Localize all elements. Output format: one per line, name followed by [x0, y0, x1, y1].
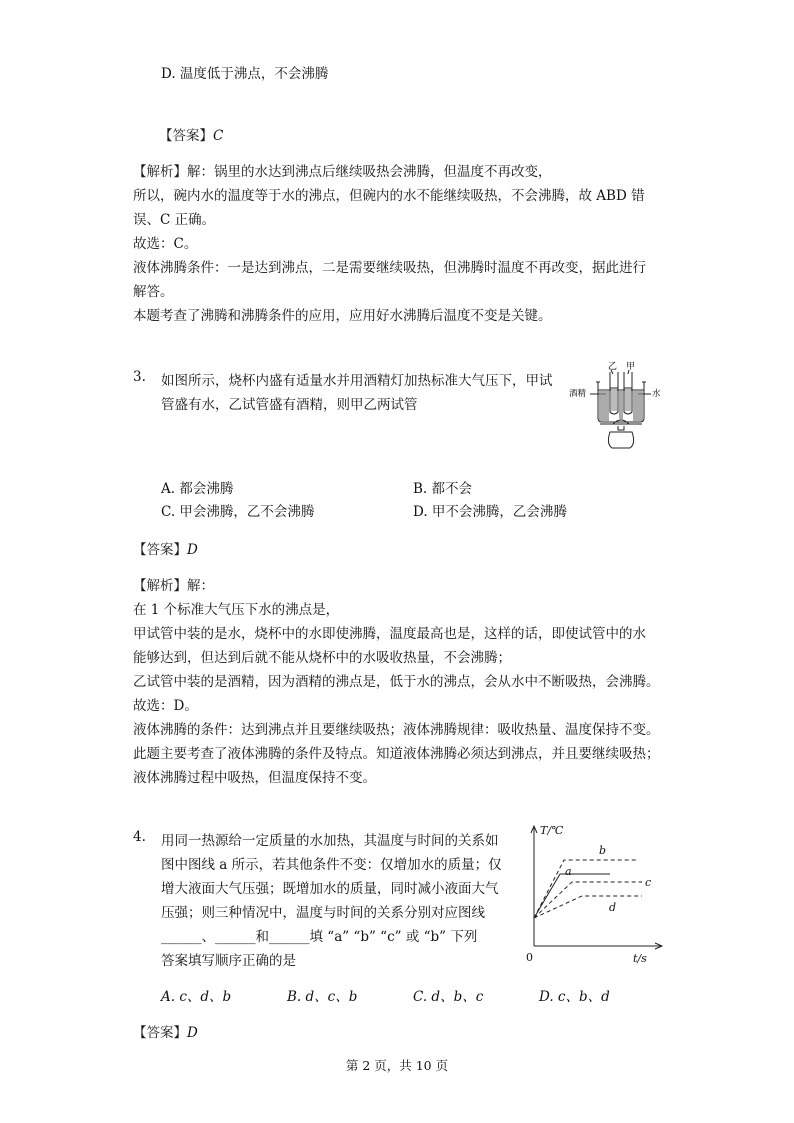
answer-label: 【答案】	[133, 1025, 187, 1041]
x-axis-label: t/s	[633, 952, 647, 965]
answer-label: 【答案】	[133, 542, 187, 558]
answer-value: C	[213, 128, 224, 144]
q3-analysis-line-9: 液体沸腾过程中吸热，但温度保持不变。	[133, 770, 376, 786]
label-a: a	[565, 865, 572, 878]
q2-option-d: D. 温度低于沸点，不会沸腾	[161, 66, 329, 82]
q3-number: 3.	[133, 369, 146, 385]
q3-analysis-line-2: 在 1 个标准大气压下水的沸点是，	[133, 602, 340, 618]
q3-analysis-line-5: 乙试管中装的是酒精，因为酒精的沸点是，低于水的沸点，会从水中不断吸热，会沸腾。	[133, 674, 660, 690]
q2-analysis-line-1: 【解析】解：锅里的水达到沸点后继续吸热会沸腾，但温度不再改变，	[133, 164, 552, 180]
q3-analysis-line-4: 能够达到，但达到后就不能从烧杯中的水吸收热量，不会沸腾；	[133, 650, 511, 666]
page-footer: 第 2 页，共 10 页	[345, 1058, 449, 1073]
analysis-label: 【解析】	[133, 578, 187, 594]
q3-analysis-line-1: 【解析】解：	[133, 578, 214, 594]
curve-b	[534, 860, 636, 918]
label-water: 水	[652, 389, 661, 399]
q3-option-c: C. 甲会沸腾，乙不会沸腾	[161, 504, 315, 520]
label-b: b	[599, 844, 607, 857]
q4-option-d: D. c、b、d	[539, 989, 610, 1005]
q3-answer	[133, 538, 198, 558]
q2-analysis-line-6: 解答。	[133, 284, 174, 300]
q4-number: 4.	[133, 829, 146, 845]
q2-analysis-line-5: 液体沸腾条件：一是达到沸点，二是需要继续吸热，但沸腾时温度不再改变，据此进行	[133, 260, 646, 276]
curve-c	[534, 882, 642, 918]
q3-option-a: A. 都会沸腾	[161, 481, 234, 497]
q4-stem-line-2: 图中图线 a 所示，若其他条件不变：仅增加水的质量；仅	[161, 857, 502, 873]
q2-analysis-line-7: 本题考查了沸腾和沸腾条件的应用，应用好水沸腾后温度不变是关键。	[133, 308, 552, 324]
q4-stem-line-3: 增大液面大气压强；既增加水的质量，同时减小液面大气	[161, 881, 499, 897]
q4-option-c: C. d、b、c	[413, 989, 484, 1005]
q2-analysis-line-4: 故选：C。	[133, 236, 198, 252]
q2-analysis-line-2: 所以，碗内水的温度等于水的沸点，但碗内的水不能继续吸热，不会沸腾，故 ABD 错	[133, 188, 645, 204]
label-alcohol: 酒精	[569, 389, 587, 399]
q2-analysis-line-3: 误、C 正确。	[133, 212, 216, 228]
label-jia: 甲	[626, 362, 636, 372]
q4-option-b: B. d、c、b	[287, 989, 358, 1005]
label-yi: 乙	[608, 362, 618, 372]
q3-stem-line-1: 如图所示，烧杯内盛有适量水并用酒精灯加热标准大气压下，甲试	[161, 373, 553, 389]
answer-value: D	[187, 1025, 198, 1041]
q4-stem-line-4: 压强；则三种情况中，温度与时间的关系分别对应图线	[161, 905, 485, 921]
q3-option-b: B. 都不会	[413, 481, 473, 497]
curve-d	[534, 896, 642, 918]
answer-label: 【答案】	[159, 128, 213, 144]
label-d: d	[609, 901, 617, 914]
q4-stem-line-5: ______、______和______填 “a” “b” “c” 或 “b” 下列	[161, 929, 478, 945]
q2-answer	[159, 124, 223, 144]
origin-label: 0	[526, 951, 533, 964]
y-axis-label: T/℃	[540, 824, 564, 837]
q4-answer	[133, 1021, 198, 1041]
answer-value: D	[187, 542, 198, 558]
q4-graph	[520, 818, 670, 968]
label-c: c	[645, 876, 652, 889]
q3-option-d: D. 甲不会沸腾，乙会沸腾	[413, 504, 567, 520]
analysis-label: 【解析】	[133, 164, 187, 180]
q3-analysis-line-7: 液体沸腾的条件：达到沸点并且要继续吸热；液体沸腾规律：吸收热量、温度保持不变。	[133, 722, 660, 738]
q3-analysis-line-6: 故选：D。	[133, 698, 198, 714]
q4-option-a: A. c、d、b	[161, 989, 232, 1005]
q4-stem-line-6: 答案填写顺序正确的是	[161, 953, 296, 969]
q3-analysis-line-3: 甲试管中装的是水，烧杯中的水即使沸腾，温度最高也是，这样的话，即使试管中的水	[133, 626, 646, 642]
q4-stem-line-1: 用同一热源给一定质量的水加热，其温度与时间的关系如	[161, 833, 499, 849]
q3-stem-line-2: 管盛有水，乙试管盛有酒精，则甲乙两试管	[161, 397, 418, 413]
q3-figure	[566, 360, 670, 452]
q3-analysis-line-8: 此题主要考查了液体沸腾的条件及特点。知道液体沸腾必须达到沸点，并且要继续吸热；	[133, 746, 660, 762]
